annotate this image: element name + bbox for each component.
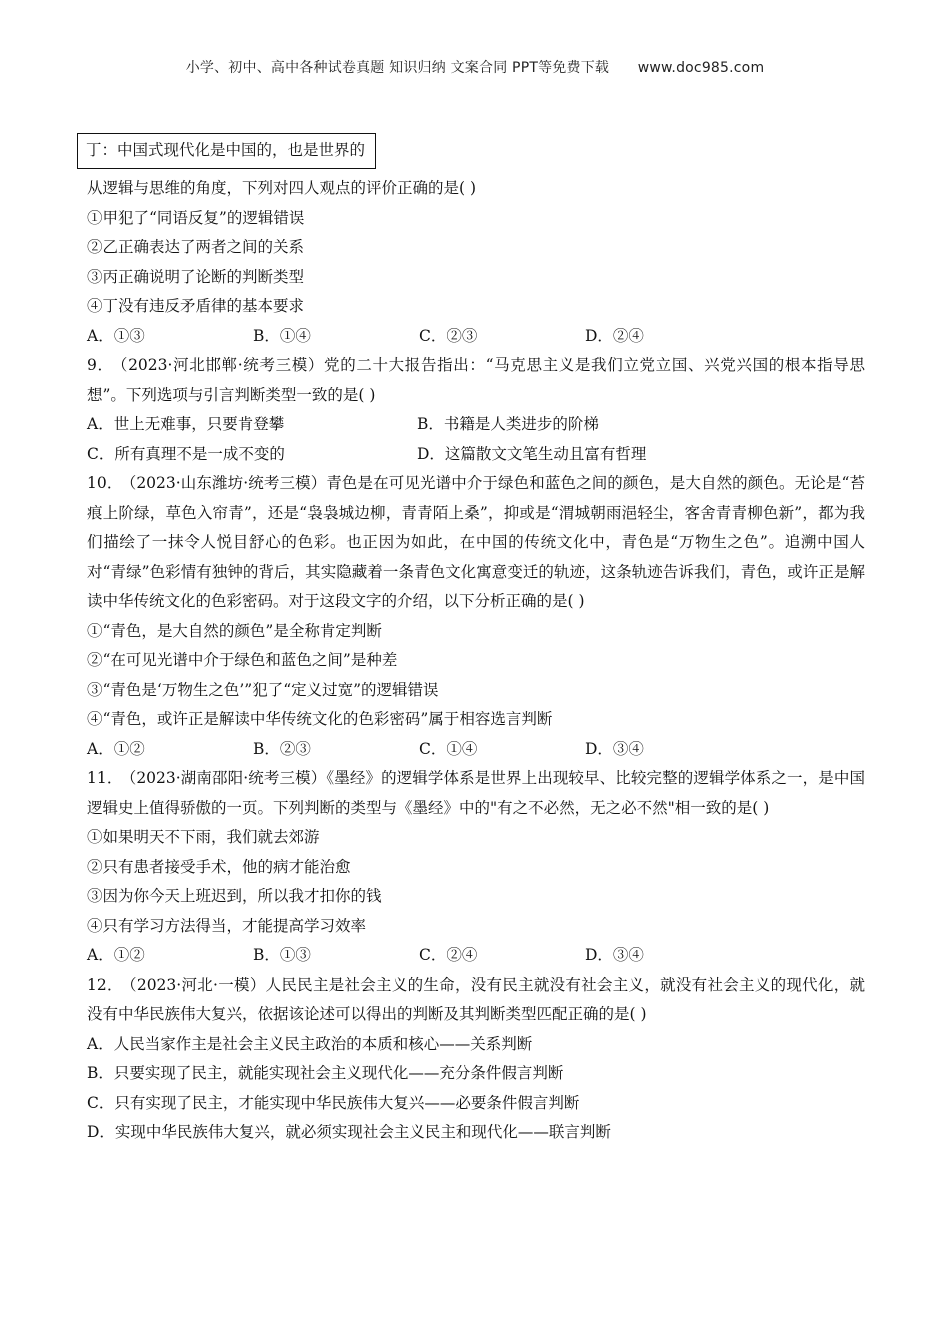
q11-option-a: A．①② bbox=[87, 946, 145, 964]
q9-option-b: B．书籍是人类进步的阶梯 bbox=[417, 415, 599, 433]
q11-item-4: ④只有学习方法得当，才能提高学习效率 bbox=[87, 916, 367, 935]
question-8 bbox=[87, 174, 865, 351]
q8-option-a: A．①③ bbox=[87, 326, 145, 345]
q9-number: 9． bbox=[87, 356, 114, 374]
q8-item-4: ④丁没有违反矛盾律的基本要求 bbox=[87, 297, 305, 315]
q9-options-row-1 bbox=[87, 410, 865, 440]
q12-option-a: A．人民当家作主是社会主义民主政治的本质和核心——关系判断 bbox=[87, 1034, 533, 1053]
q11-item-1: ①如果明天不下雨，我们就去郊游 bbox=[87, 828, 320, 846]
q11-option-c: C．②④ bbox=[419, 946, 478, 964]
q12-option-b: B．只要实现了民主，就能实现社会主义现代化——充分条件假言判断 bbox=[87, 1064, 564, 1082]
q10-number: 10． bbox=[87, 474, 123, 492]
q11-option-b: B．①③ bbox=[253, 946, 311, 964]
q11-item-3: ③因为你今天上班迟到，所以我才扣你的钱 bbox=[87, 887, 382, 905]
q10-option-c: C．①④ bbox=[419, 739, 478, 758]
q10-item-4: ④“青色，或许正是解读中华传统文化的色彩密码”属于相容选言判断 bbox=[87, 710, 553, 728]
header-url[interactable]: www.doc985.com bbox=[637, 60, 765, 76]
q10-option-a: A．①② bbox=[87, 739, 145, 758]
q10-item-2: ②“在可见光谱中介于绿色和蓝色之间”是种差 bbox=[87, 651, 398, 669]
q10-options bbox=[87, 735, 865, 765]
boxed-statement: 丁：中国式现代化是中国的，也是世界的 bbox=[77, 133, 376, 169]
q11-number: 11． bbox=[87, 769, 123, 787]
q8-options bbox=[87, 322, 865, 352]
q10-item-1: ①“青色，是大自然的颜色”是全称肯定判断 bbox=[87, 621, 382, 640]
q8-option-d: D．②④ bbox=[585, 326, 644, 345]
q9-text: （2023·河北邯郸·统考三模）党的二十大报告指出：“马克思主义是我们立党立国、兴党兴国的根本指导思想”。下列选项与引言判断类型一致的是( ) bbox=[87, 356, 865, 404]
q10-stem bbox=[87, 469, 865, 617]
q8-option-b: B．①④ bbox=[253, 326, 311, 345]
q10-option-d: D．③④ bbox=[585, 739, 644, 758]
q10-option-b: B．②③ bbox=[253, 739, 311, 758]
q11-text: （2023·湖南邵阳·统考三模）《墨经》的逻辑学体系是世界上出现较早、比较完整的逻辑学体系之一，是中国逻辑史上值得骄傲的一页。下列判断的类型与《墨经》中的"有之不必然，无之必不然"相一致的是( ) bbox=[87, 769, 865, 817]
q11-item-2: ②只有患者接受手术，他的病才能治愈 bbox=[87, 857, 351, 876]
q10-text: （2023·山东潍坊·统考三模）青色是在可见光谱中介于绿色和蓝色之间的颜色，是大自然的颜色。无论是“苔痕上阶绿，草色入帘青”，还是“袅袅城边柳，青青陌上桑”，抑或是“渭城朝雨浥轻尘，客舍青青柳色新”，都为我们描绘了一抹令人悦目舒心的色彩。也正因为如此，在中国的传统文化中，青色是“万物生之色”。追溯中国人对“青绿”色彩情有独钟的背后，其实隐藏着一条青色文化寓意变迁的轨迹，这条轨迹告诉我们，青色，或许正是解读中华传统文化的色彩密码。对于这段文字的介绍，以下分析正确的是( ) bbox=[87, 474, 865, 610]
question-10 bbox=[87, 469, 865, 764]
question-12 bbox=[87, 971, 865, 1148]
question-9 bbox=[87, 351, 865, 469]
document-body bbox=[87, 133, 865, 1148]
q11-options bbox=[87, 941, 865, 971]
boxed-statement-row bbox=[87, 133, 865, 174]
q12-option-d: D．实现中华民族伟大复兴，就必须实现社会主义民主和现代化——联言判断 bbox=[87, 1123, 611, 1141]
question-11 bbox=[87, 764, 865, 971]
q12-text: （2023·河北·一模）人民民主是社会主义的生命，没有民主就没有社会主义，就没有社会主义的现代化，就没有中华民族伟大复兴，依据该论述可以得出的判断及其判断类型匹配正确的是( ) bbox=[87, 975, 865, 1023]
q9-options-row-2 bbox=[87, 440, 865, 470]
q8-item-1: ①甲犯了“同语反复”的逻辑错误 bbox=[87, 208, 305, 227]
q12-number: 12． bbox=[87, 975, 123, 994]
q9-option-d: D．这篇散文文笔生动且富有哲理 bbox=[417, 444, 647, 463]
q8-stem: 从逻辑与思维的角度，下列对四人观点的评价正确的是( ) bbox=[87, 179, 477, 197]
q10-item-3: ③“青色是‘万物生之色’”犯了“定义过宽”的逻辑错误 bbox=[87, 680, 439, 699]
page-header bbox=[0, 57, 950, 77]
q8-item-2: ②乙正确表达了两者之间的关系 bbox=[87, 238, 305, 256]
header-text: 小学、初中、高中各种试卷真题 知识归纳 文案合同 PPT等免费下载 bbox=[185, 60, 610, 76]
q8-item-3: ③丙正确说明了论断的判断类型 bbox=[87, 267, 305, 286]
q9-option-c: C．所有真理不是一成不变的 bbox=[87, 444, 285, 463]
q8-option-c: C．②③ bbox=[419, 326, 478, 345]
q11-stem bbox=[87, 764, 865, 823]
q11-option-d: D．③④ bbox=[585, 946, 644, 964]
q12-option-c: C．只有实现了民主，才能实现中华民族伟大复兴——必要条件假言判断 bbox=[87, 1093, 580, 1112]
q9-stem bbox=[87, 351, 865, 410]
q9-option-a: A．世上无难事，只要肯登攀 bbox=[87, 415, 285, 433]
q12-stem bbox=[87, 971, 865, 1030]
